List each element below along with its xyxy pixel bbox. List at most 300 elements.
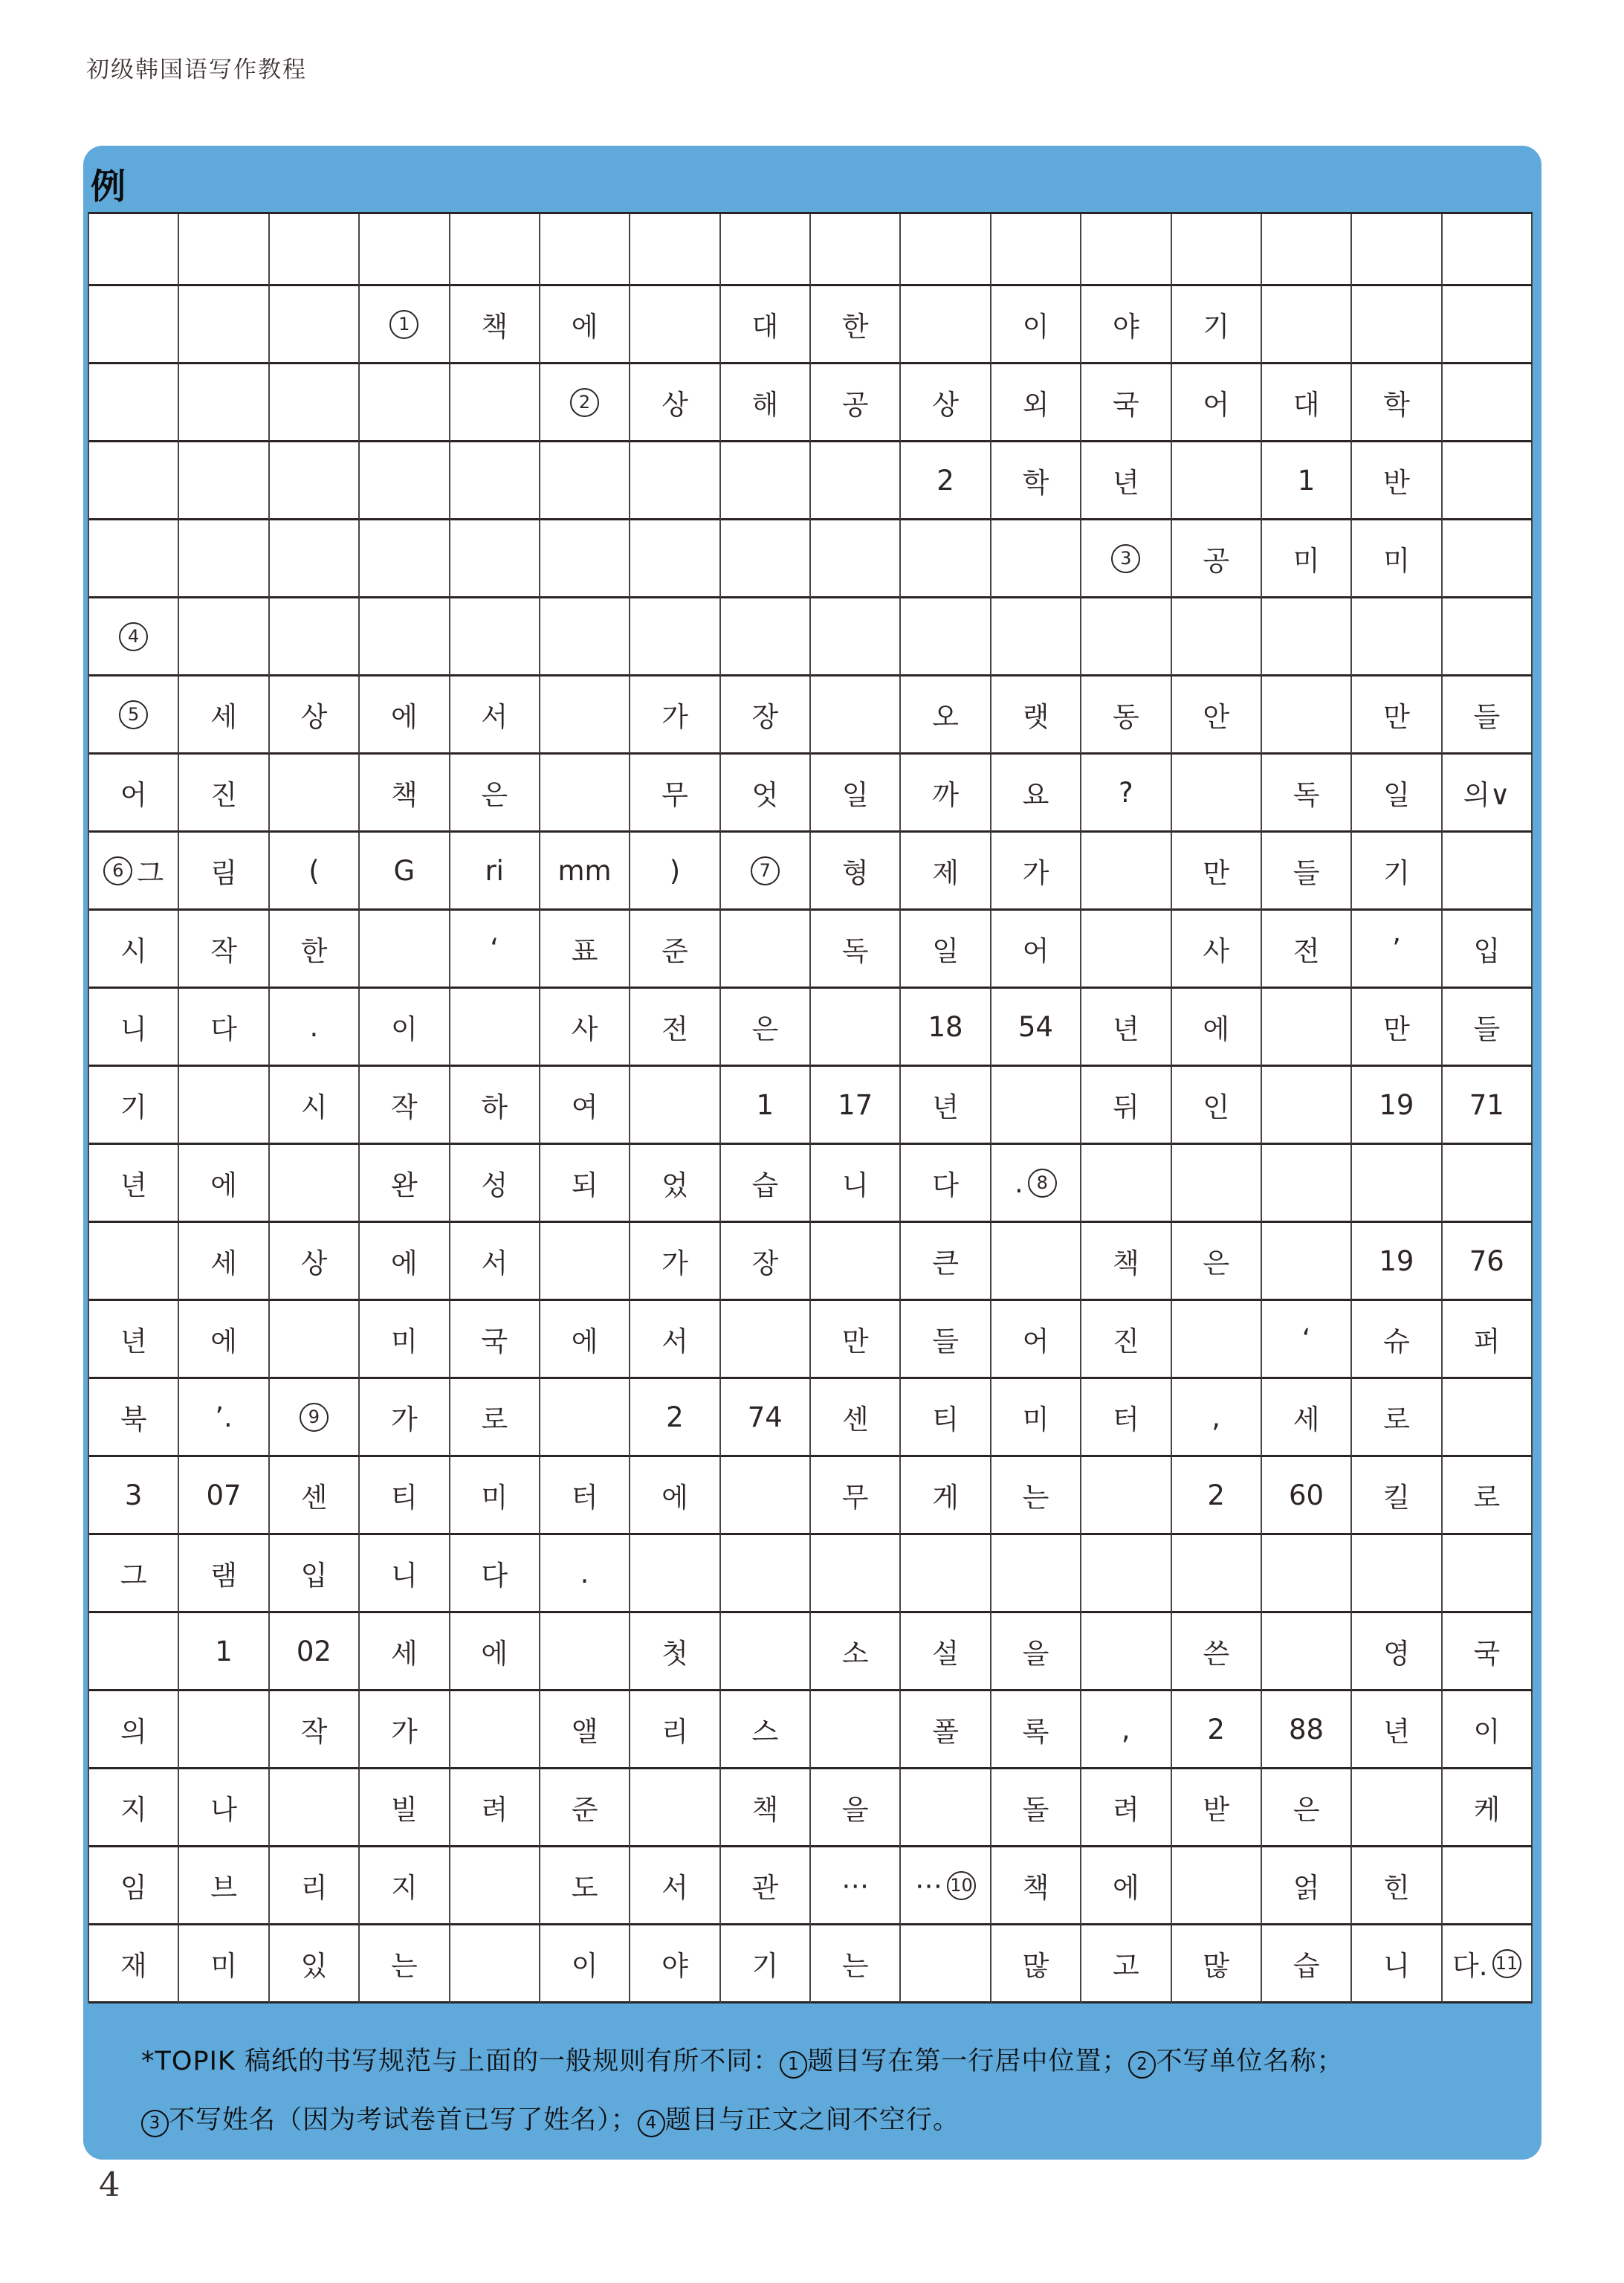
circled-number-marker: 2	[570, 388, 599, 417]
grid-cell: 티	[360, 1457, 450, 1535]
grid-cell: 힌	[1352, 1847, 1442, 1925]
footnote	[141, 2032, 1521, 2150]
grid-cell	[1172, 442, 1262, 520]
grid-cell: 에	[360, 676, 450, 755]
grid-cell	[1352, 214, 1442, 286]
grid-cell: 사	[540, 989, 630, 1067]
grid-cell	[270, 598, 360, 676]
grid-cell: 안	[1172, 676, 1262, 755]
grid-cell	[901, 1535, 991, 1613]
grid-cell	[89, 286, 179, 364]
grid-cell: 준	[540, 1769, 630, 1847]
grid-cell: 에	[540, 1301, 630, 1379]
grid-cell: 책	[721, 1769, 811, 1847]
grid-cell	[811, 1535, 901, 1613]
grid-cell: 기	[1172, 286, 1262, 364]
manuscript-grid	[88, 212, 1533, 2003]
grid-cell: 기	[721, 1925, 811, 2003]
grid-cell	[901, 1769, 991, 1847]
grid-cell	[360, 911, 450, 989]
grid-cell: (	[270, 833, 360, 911]
grid-cell: 랫	[991, 676, 1081, 755]
circled-number-marker: 7	[751, 856, 780, 885]
grid-cell: 88	[1262, 1691, 1352, 1769]
grid-cell	[1262, 1535, 1352, 1613]
grid-cell: 해	[721, 364, 811, 442]
grid-cell	[901, 286, 991, 364]
grid-cell: 리	[630, 1691, 720, 1769]
grid-cell	[630, 520, 720, 598]
grid-cell	[1352, 1535, 1442, 1613]
grid-cell: 재	[89, 1925, 179, 2003]
grid-cell	[270, 1301, 360, 1379]
grid-cell	[811, 520, 901, 598]
grid-cell: 을	[991, 1613, 1081, 1691]
grid-cell: 많	[991, 1925, 1081, 2003]
grid-cell	[721, 214, 811, 286]
grid-cell: 진	[179, 755, 269, 833]
grid-cell: 1	[179, 1613, 269, 1691]
grid-cell	[1443, 442, 1533, 520]
grid-cell: 큰	[901, 1223, 991, 1301]
grid-cell	[540, 520, 630, 598]
grid-cell: 54	[991, 989, 1081, 1067]
grid-cell: .	[540, 1535, 630, 1613]
grid-cell	[450, 520, 540, 598]
grid-cell	[360, 598, 450, 676]
grid-cell	[1172, 598, 1262, 676]
grid-cell: 엇	[721, 755, 811, 833]
grid-cell: 은	[1262, 1769, 1352, 1847]
grid-cell: 는	[360, 1925, 450, 2003]
grid-cell	[630, 598, 720, 676]
grid-cell	[811, 1223, 901, 1301]
grid-cell	[360, 442, 450, 520]
grid-cell: 서	[450, 1223, 540, 1301]
grid-cell: 들	[1443, 676, 1533, 755]
grid-cell	[540, 676, 630, 755]
grid-cell: ‘	[450, 911, 540, 989]
grid-cell: 스	[721, 1691, 811, 1769]
grid-cell: 은	[721, 989, 811, 1067]
grid-cell: 2	[1172, 1691, 1262, 1769]
grid-cell: 세	[179, 1223, 269, 1301]
grid-cell: 작	[270, 1691, 360, 1769]
grid-cell	[1262, 286, 1352, 364]
grid-cell	[721, 520, 811, 598]
grid-cell	[540, 755, 630, 833]
grid-cell	[360, 286, 450, 364]
grid-cell: 공	[811, 364, 901, 442]
grid-cell: 상	[270, 1223, 360, 1301]
grid-cell	[179, 1067, 269, 1145]
grid-cell	[630, 442, 720, 520]
grid-cell: 센	[811, 1379, 901, 1457]
page-number: 4	[99, 2165, 120, 2204]
footnote-line: *TOPIK 稿纸的书写规范与上面的一般规则有所不同： 1 题目写在第一行居中位置； 2 不写单位名称；	[141, 2032, 1521, 2091]
grid-cell: 빌	[360, 1769, 450, 1847]
grid-cell: 어	[1172, 364, 1262, 442]
example-panel	[83, 146, 1541, 2160]
grid-cell	[1443, 1379, 1533, 1457]
grid-cell	[721, 1535, 811, 1613]
grid-cell: 작	[179, 911, 269, 989]
grid-cell	[540, 364, 630, 442]
grid-cell: 독	[811, 911, 901, 989]
grid-cell: 책	[450, 286, 540, 364]
grid-cell: 3	[89, 1457, 179, 1535]
grid-cell: 가	[991, 833, 1081, 911]
grid-cell: 돌	[991, 1769, 1081, 1847]
grid-cell	[540, 442, 630, 520]
grid-cell: 는	[991, 1457, 1081, 1535]
grid-cell: 만	[1352, 989, 1442, 1067]
grid-cell: 세	[1262, 1379, 1352, 1457]
grid-cell	[1262, 214, 1352, 286]
grid-cell	[540, 1223, 630, 1301]
grid-cell	[1443, 364, 1533, 442]
grid-cell	[1262, 989, 1352, 1067]
grid-cell: 이	[991, 286, 1081, 364]
grid-cell	[811, 676, 901, 755]
grid-cell	[1262, 1613, 1352, 1691]
grid-cell	[450, 442, 540, 520]
grid-cell: 앨	[540, 1691, 630, 1769]
grid-cell: 76	[1443, 1223, 1533, 1301]
grid-cell: 다	[901, 1145, 991, 1223]
grid-cell: 쓴	[1172, 1613, 1262, 1691]
grid-cell: ’.	[179, 1379, 269, 1457]
grid-cell: 가	[630, 676, 720, 755]
grid-cell	[1443, 1145, 1533, 1223]
grid-cell	[991, 520, 1081, 598]
grid-cell: 킬	[1352, 1457, 1442, 1535]
grid-cell	[450, 1847, 540, 1925]
grid-cell: ri	[450, 833, 540, 911]
grid-cell: 미	[1352, 520, 1442, 598]
grid-cell: 의∨	[1443, 755, 1533, 833]
grid-cell: 다	[450, 1535, 540, 1613]
grid-cell: 74	[721, 1379, 811, 1457]
grid-cell: 책	[991, 1847, 1081, 1925]
grid-cell: ,	[1172, 1379, 1262, 1457]
grid-cell	[1443, 214, 1533, 286]
grid-cell	[630, 286, 720, 364]
circled-number-marker: 4	[119, 622, 148, 651]
grid-cell: 터	[540, 1457, 630, 1535]
grid-cell: 들	[1443, 989, 1533, 1067]
grid-cell	[991, 598, 1081, 676]
grid-cell: 만	[811, 1301, 901, 1379]
grid-cell	[1081, 1535, 1171, 1613]
grid-cell: 다	[179, 989, 269, 1067]
grid-cell: 독	[1262, 755, 1352, 833]
grid-cell: 성	[450, 1145, 540, 1223]
grid-cell: 책	[1081, 1223, 1171, 1301]
grid-cell: 년	[1352, 1691, 1442, 1769]
grid-cell	[991, 1067, 1081, 1145]
grid-cell: 여	[540, 1067, 630, 1145]
grid-cell: 02	[270, 1613, 360, 1691]
circled-number-marker: 1	[780, 2051, 807, 2079]
grid-cell: 장	[721, 1223, 811, 1301]
grid-cell	[450, 989, 540, 1067]
grid-cell: 습	[721, 1145, 811, 1223]
grid-cell	[89, 442, 179, 520]
grid-cell: 세	[179, 676, 269, 755]
grid-cell: 은	[1172, 1223, 1262, 1301]
grid-cell	[901, 598, 991, 676]
grid-cell: G	[360, 833, 450, 911]
grid-cell: .	[270, 989, 360, 1067]
grid-cell	[179, 442, 269, 520]
grid-cell	[991, 1223, 1081, 1301]
grid-cell: 야	[1081, 286, 1171, 364]
grid-cell	[179, 214, 269, 286]
grid-cell: 2	[1172, 1457, 1262, 1535]
grid-cell	[179, 520, 269, 598]
grid-cell	[89, 1223, 179, 1301]
grid-cell: 입	[1443, 911, 1533, 989]
grid-cell	[1443, 833, 1533, 911]
grid-cell: 니	[360, 1535, 450, 1613]
grid-cell: 에	[1081, 1847, 1171, 1925]
page-title: 初级韩国语写作教程	[86, 56, 307, 83]
grid-cell	[901, 1925, 991, 2003]
grid-cell	[811, 598, 901, 676]
circled-number-marker: 3	[1111, 544, 1140, 573]
grid-cell: 북	[89, 1379, 179, 1457]
circled-number-marker: 11	[1492, 1949, 1521, 1978]
grid-cell: 년	[89, 1145, 179, 1223]
grid-cell: 년	[901, 1067, 991, 1145]
grid-cell: 한	[811, 286, 901, 364]
grid-cell: 상	[270, 676, 360, 755]
grid-cell: mm	[540, 833, 630, 911]
circled-number-marker: 4	[638, 2110, 665, 2137]
grid-cell	[450, 214, 540, 286]
grid-cell: 상	[901, 364, 991, 442]
grid-cell: 뒤	[1081, 1067, 1171, 1145]
grid-cell: 일	[811, 755, 901, 833]
grid-cell: 년	[89, 1301, 179, 1379]
grid-cell	[991, 1535, 1081, 1613]
grid-cell	[1081, 1457, 1171, 1535]
grid-cell: 이	[360, 989, 450, 1067]
grid-cell	[1352, 598, 1442, 676]
grid-cell: 일	[901, 911, 991, 989]
grid-cell: 시	[89, 911, 179, 989]
grid-cell	[270, 286, 360, 364]
grid-cell: 에	[179, 1301, 269, 1379]
grid-cell	[540, 214, 630, 286]
grid-cell: 에	[360, 1223, 450, 1301]
grid-cell: 소	[811, 1613, 901, 1691]
grid-cell: 미	[991, 1379, 1081, 1457]
grid-cell: 티	[901, 1379, 991, 1457]
grid-cell: 19	[1352, 1223, 1442, 1301]
grid-cell: 일	[1352, 755, 1442, 833]
grid-cell: ?	[1081, 755, 1171, 833]
grid-cell: 60	[1262, 1457, 1352, 1535]
grid-cell: 상	[630, 364, 720, 442]
grid-cell	[630, 1769, 720, 1847]
grid-cell: 로	[1352, 1379, 1442, 1457]
grid-cell: ,	[1081, 1691, 1171, 1769]
grid-cell: 니	[89, 989, 179, 1067]
grid-cell: 서	[630, 1847, 720, 1925]
grid-cell: 첫	[630, 1613, 720, 1691]
grid-cell: 이	[540, 1925, 630, 2003]
grid-cell	[721, 911, 811, 989]
grid-cell: 에	[1172, 989, 1262, 1067]
grid-cell: 고	[1081, 1925, 1171, 2003]
grid-cell: 외	[991, 364, 1081, 442]
grid-cell: 년	[1081, 989, 1171, 1067]
grid-cell: 준	[630, 911, 720, 989]
grid-cell: 국	[1443, 1613, 1533, 1691]
grid-cell: 있	[270, 1925, 360, 2003]
grid-cell: 이	[1443, 1691, 1533, 1769]
grid-cell: ‘	[1262, 1301, 1352, 1379]
grid-cell	[89, 1613, 179, 1691]
grid-cell	[450, 364, 540, 442]
circled-number-marker: 9	[300, 1403, 329, 1432]
grid-cell	[1443, 520, 1533, 598]
grid-cell	[721, 442, 811, 520]
grid-cell: 19	[1352, 1067, 1442, 1145]
grid-cell	[1262, 1223, 1352, 1301]
grid-cell: 려	[1081, 1769, 1171, 1847]
grid-cell: 국	[450, 1301, 540, 1379]
grid-cell	[270, 755, 360, 833]
grid-cell: 만	[1352, 676, 1442, 755]
grid-cell: 시	[270, 1067, 360, 1145]
grid-cell	[270, 1145, 360, 1223]
grid-cell: 많	[1172, 1925, 1262, 2003]
grid-cell: 요	[991, 755, 1081, 833]
grid-cell: 년	[1081, 442, 1171, 520]
circled-number-marker: 8	[1028, 1169, 1057, 1198]
grid-cell: 폴	[901, 1691, 991, 1769]
grid-cell	[270, 364, 360, 442]
grid-cell	[179, 286, 269, 364]
grid-cell	[540, 598, 630, 676]
grid-cell: 임	[89, 1847, 179, 1925]
grid-cell: 설	[901, 1613, 991, 1691]
grid-cell: 영	[1352, 1613, 1442, 1691]
grid-cell	[1081, 833, 1171, 911]
grid-cell: 작	[360, 1067, 450, 1145]
example-label: 例	[91, 167, 127, 207]
circled-number-marker: 10	[947, 1871, 976, 1900]
grid-cell: 가	[360, 1691, 450, 1769]
circled-number-marker: 5	[119, 700, 148, 729]
grid-cell: 기	[1352, 833, 1442, 911]
circled-number-marker: 6	[103, 856, 132, 885]
grid-cell	[1443, 1535, 1533, 1613]
grid-cell	[270, 214, 360, 286]
grid-cell	[89, 520, 179, 598]
grid-cell: 들	[901, 1301, 991, 1379]
grid-cell: 에	[630, 1457, 720, 1535]
grid-cell: 케	[1443, 1769, 1533, 1847]
grid-cell: 서	[630, 1301, 720, 1379]
grid-cell	[630, 1535, 720, 1613]
grid-cell	[1172, 214, 1262, 286]
grid-cell: 전	[630, 989, 720, 1067]
grid-cell: )	[630, 833, 720, 911]
grid-cell: 책	[360, 755, 450, 833]
grid-cell: 17	[811, 1067, 901, 1145]
grid-cell: 을	[811, 1769, 901, 1847]
grid-cell	[540, 1613, 630, 1691]
grid-cell: 학	[991, 442, 1081, 520]
grid-cell	[1081, 520, 1171, 598]
grid-cell	[721, 1613, 811, 1691]
grid-cell	[1081, 214, 1171, 286]
grid-cell: 완	[360, 1145, 450, 1223]
grid-cell: 까	[901, 755, 991, 833]
grid-cell	[1352, 1145, 1442, 1223]
grid-cell: 터	[1081, 1379, 1171, 1457]
grid-cell: 도	[540, 1847, 630, 1925]
grid-cell: 07	[179, 1457, 269, 1535]
grid-cell: 받	[1172, 1769, 1262, 1847]
grid-cell: 램	[179, 1535, 269, 1613]
grid-cell: 가	[630, 1223, 720, 1301]
grid-cell: 습	[1262, 1925, 1352, 2003]
footnote-line: 3 不写姓名（因为考试卷首已写了姓名）； 4 题目与正文之间不空行。	[141, 2091, 1521, 2150]
grid-cell: 얽	[1262, 1847, 1352, 1925]
grid-cell: 공	[1172, 520, 1262, 598]
grid-cell: 그	[89, 1535, 179, 1613]
grid-cell	[1172, 1301, 1262, 1379]
grid-cell	[179, 1691, 269, 1769]
grid-cell: 리	[270, 1847, 360, 1925]
grid-cell: 는	[811, 1925, 901, 2003]
grid-cell: 71	[1443, 1067, 1533, 1145]
grid-cell	[721, 1457, 811, 1535]
grid-cell	[270, 520, 360, 598]
grid-cell	[1443, 1847, 1533, 1925]
grid-cell	[89, 676, 179, 755]
grid-cell: 로	[1443, 1457, 1533, 1535]
grid-cell: 2	[901, 442, 991, 520]
grid-cell: 에	[450, 1613, 540, 1691]
grid-cell: 어	[991, 911, 1081, 989]
grid-cell	[721, 1301, 811, 1379]
grid-cell	[811, 1691, 901, 1769]
grid-cell	[1172, 1847, 1262, 1925]
grid-cell	[1081, 1145, 1171, 1223]
grid-cell: 브	[179, 1847, 269, 1925]
grid-cell: 가	[360, 1379, 450, 1457]
grid-cell: 반	[1352, 442, 1442, 520]
grid-cell: 지	[360, 1847, 450, 1925]
grid-cell: 2	[630, 1379, 720, 1457]
grid-cell: 림	[179, 833, 269, 911]
grid-cell: 한	[270, 911, 360, 989]
grid-cell: 니	[1352, 1925, 1442, 2003]
grid-cell	[630, 214, 720, 286]
grid-cell: ⋯	[811, 1847, 901, 1925]
grid-cell: 록	[991, 1691, 1081, 1769]
grid-cell: 국	[1081, 364, 1171, 442]
grid-cell	[1262, 1145, 1352, 1223]
grid-cell	[721, 598, 811, 676]
grid-cell	[1262, 676, 1352, 755]
